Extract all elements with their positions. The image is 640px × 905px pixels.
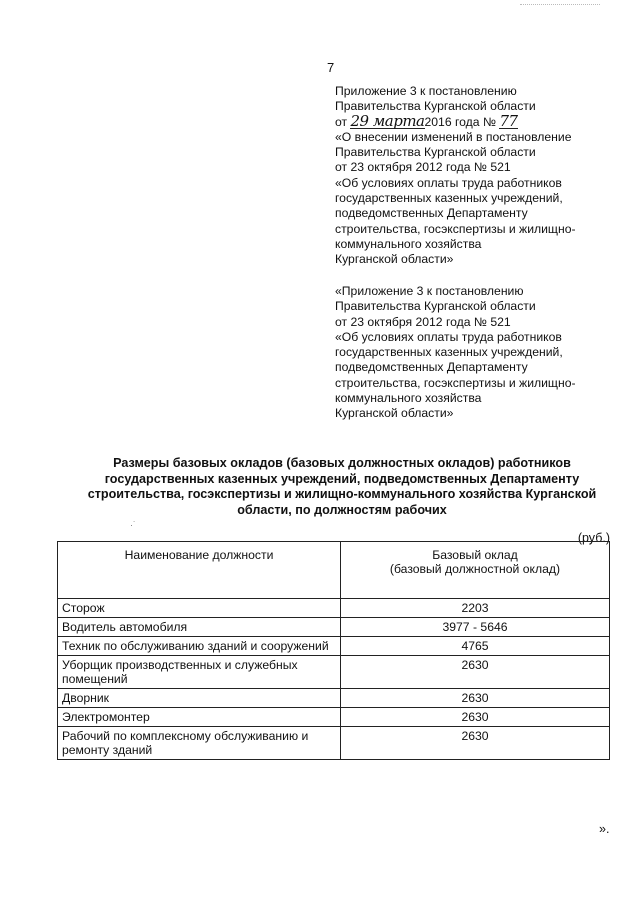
appendix-line: государственных казенных учреждений, xyxy=(335,191,563,206)
position-cell: Водитель автомобиля xyxy=(58,618,341,637)
appendix-line: «О внесении изменений в постановление xyxy=(335,129,572,144)
quote-line: Курганской области» xyxy=(335,406,454,421)
table-row xyxy=(58,708,610,727)
appendix-line: Приложение 3 к постановлению xyxy=(335,84,517,98)
salary-cell: 2203 xyxy=(341,599,610,618)
date-prefix: от xyxy=(335,114,348,129)
position-cell: Электромонтер xyxy=(58,708,341,727)
salary-cell: 2630 xyxy=(341,727,610,760)
date-middle: 2016 года № xyxy=(424,114,497,129)
table-row xyxy=(58,618,610,637)
salary-table xyxy=(57,541,610,760)
appendix-line: Правительства Курганской области xyxy=(335,99,536,114)
header-position: Наименование должности xyxy=(58,542,341,599)
position-cell: Рабочий по комплексному обслуживанию и ремонту зданий xyxy=(58,727,341,760)
appendix-line: Правительства Курганской области xyxy=(335,145,536,160)
salary-cell: 2630 xyxy=(341,708,610,727)
document-title xyxy=(62,456,622,518)
title-line: Размеры базовых окладов (базовых должностных окладов) работников xyxy=(113,456,571,470)
table-row xyxy=(58,727,610,760)
salary-cell: 2630 xyxy=(341,689,610,708)
title-line: строительства, госэкспертизы и жилищно-коммунального хозяйства Курганской xyxy=(87,487,597,501)
position-cell: Техник по обслуживанию зданий и сооружений xyxy=(58,637,341,656)
salary-cell: 2630 xyxy=(341,656,610,689)
margin-mark: ·˙ xyxy=(130,520,136,530)
table-row xyxy=(58,656,610,689)
appendix-header xyxy=(335,84,576,268)
appendix-line: от 23 октября 2012 года № 521 xyxy=(335,160,511,175)
appendix-line: Курганской области» xyxy=(335,252,454,267)
quote-line: «Об условиях оплаты труда работников xyxy=(335,329,562,344)
page-number: 7 xyxy=(327,60,335,75)
handwritten-date: 29 марта xyxy=(350,111,425,130)
position-cell: Дворник xyxy=(58,689,341,708)
quote-line: государственных казенных учреждений, xyxy=(335,345,563,360)
header-salary-line: (базовый должностной оклад) xyxy=(389,562,561,576)
table-row xyxy=(58,689,610,708)
quote-line: «Приложение 3 к постановлению xyxy=(335,284,524,298)
position-cell: Уборщик производственных и служебных помещений xyxy=(58,656,341,689)
closing-quote: ». xyxy=(599,822,610,836)
currency-unit: (руб.) xyxy=(577,531,610,545)
handwritten-number: 77 xyxy=(499,111,518,130)
table-row xyxy=(58,637,610,656)
appendix-line: «Об условиях оплаты труда работников xyxy=(335,175,562,190)
title-line: государственных казенных учреждений, подведомственных Департаменту xyxy=(104,471,580,486)
title-line: области, по должностям рабочих xyxy=(237,502,447,517)
scan-artifact xyxy=(520,4,600,7)
table-header-row xyxy=(58,542,610,599)
appendix-line: строительства, госэкспертизы и жилищно- xyxy=(335,221,576,236)
quote-line: строительства, госэкспертизы и жилищно- xyxy=(335,375,576,390)
table-row xyxy=(58,599,610,618)
quote-line: Правительства Курганской области xyxy=(335,299,536,314)
appendix-line: коммунального хозяйства xyxy=(335,236,482,251)
appendix-line: подведомственных Департаменту xyxy=(335,206,528,221)
quote-line: подведомственных Департаменту xyxy=(335,360,528,375)
salary-cell: 3977 - 5646 xyxy=(341,618,610,637)
appendix-quote xyxy=(335,284,576,422)
header-salary xyxy=(341,542,610,599)
header-salary-line: Базовый оклад xyxy=(432,548,518,562)
quote-line: от 23 октября 2012 года № 521 xyxy=(335,314,511,329)
position-cell: Сторож xyxy=(58,599,341,618)
quote-line: коммунального хозяйства xyxy=(335,391,482,406)
salary-cell: 4765 xyxy=(341,637,610,656)
appendix-date-line xyxy=(335,111,576,130)
